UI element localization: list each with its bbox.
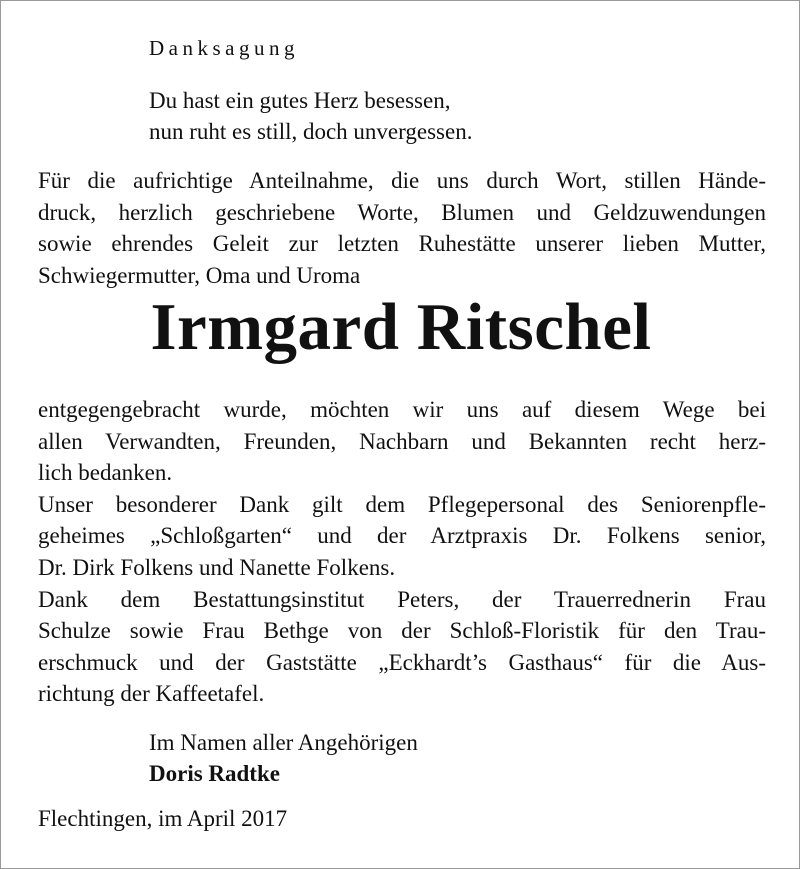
place-and-date: Flechtingen, im April 2017 [38,806,288,831]
verse-line: Du hast ein gutes Herz besessen, [149,88,451,113]
signature-block [149,727,418,789]
memorial-verse [149,85,472,147]
text-line: Schwiegermutter, Oma und Uroma [38,262,361,288]
text-line: sowie ehrendes Geleit zur letzten Ruhestätte unserer lieben Mutter, [38,231,766,257]
text-line: Dr. Dirk Folkens und Nanette Folkens. [38,554,396,580]
text-line: lich bedanken. [38,460,173,486]
text-line: geheimes „Schloßgarten“ und der Arztpraxis Dr. Folkens senior, [38,523,766,549]
text-line: erschmuck und der Gaststätte „Eckhardt’s Gasthaus“ für die Aus- [38,649,766,675]
text-line: entgegengebracht wurde, möchten wir uns auf diesem Wege bei [38,397,766,422]
intro-paragraph [38,165,766,291]
signature-line: Im Namen aller Angehörigen [149,730,418,755]
text-line: richtung der Kaffeetafel. [38,681,265,707]
text-line: Für die aufrichtige Anteilnahme, die uns durch Wort, stillen Hände- [38,168,766,193]
notice-heading: Danksagung [149,36,299,60]
text-line: druck, herzlich geschriebene Worte, Blumen und Geldzuwendungen [38,199,766,225]
thanks-paragraph [38,394,766,710]
verse-line: nun ruht es still, doch unvergessen. [149,119,473,144]
signature-name: Doris Radtke [149,761,280,786]
text-line: allen Verwandten, Freunden, Nachbarn und Bekannten recht herz- [38,428,766,454]
text-line: Unser besonderer Dank gilt dem Pflegepersonal des Seniorenpfle- [38,491,766,517]
text-line: Schulze sowie Frau Bethge von der Schloß-Floristik für den Trau- [38,618,766,644]
deceased-name: Irmgard Ritschel [150,290,652,364]
text-line: Dank dem Bestattungsinstitut Peters, der Trauerrednerin Frau [38,586,766,612]
